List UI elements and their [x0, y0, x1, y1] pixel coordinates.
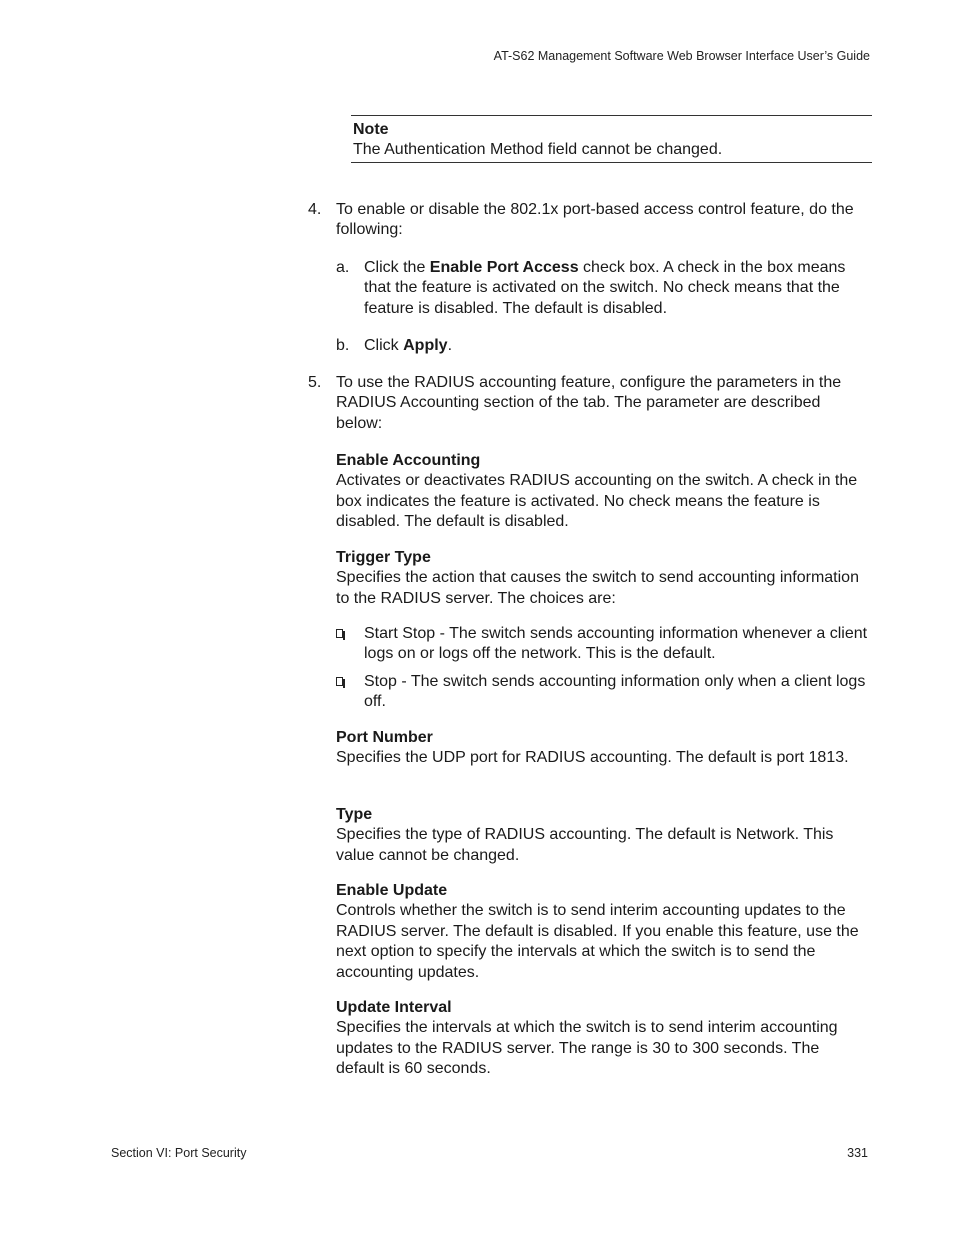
param-port-number — [336, 728, 870, 769]
param-description: Specifies the type of RADIUS accounting. The default is Network. This value cannot be changed. — [336, 826, 834, 864]
substep-text-post: . — [447, 337, 453, 354]
apply-label: Apply — [403, 337, 448, 354]
param-title: Update Interval — [336, 999, 452, 1016]
param-description: Specifies the action that causes the switch to send accounting information to the RADIUS server. The choices are: — [336, 569, 859, 607]
param-enable-update — [336, 881, 870, 983]
substep-text — [364, 258, 870, 319]
substep-letter: b. — [336, 337, 350, 354]
square-bullet-icon — [336, 677, 343, 686]
param-description: Activates or deactivates RADIUS accounting on the switch. A check in the box indicates the feature is activated. No check means the feature is disabled. The default is disabled. — [336, 472, 858, 531]
param-enable-accounting — [336, 451, 870, 533]
substep-text-pre: Click the — [364, 259, 430, 276]
param-description: Controls whether the switch is to send interim accounting updates to the RADIUS server. The default is disabled. If you enable this feature, use the next option to specify the intervals at which the switch is to send the accounting updates. — [336, 902, 859, 981]
note-label: Note — [353, 121, 389, 138]
param-description: Specifies the intervals at which the switch is to send interim accounting updates to the RADIUS server. The range is 30 to 300 seconds. The default is 60 seconds. — [336, 1019, 838, 1078]
square-bullet-icon — [336, 629, 343, 638]
step-number: 4. — [308, 201, 322, 218]
param-title: Enable Update — [336, 882, 448, 899]
enable-port-access-label: Enable Port Access — [429, 259, 579, 276]
note-box — [351, 115, 872, 163]
param-description: Specifies the UDP port for RADIUS accounting. The default is port 1813. — [336, 749, 849, 767]
param-title: Trigger Type — [336, 549, 431, 566]
step-text: To use the RADIUS accounting feature, configure the parameters in the RADIUS Accounting section of the tab. The parameter are described below: — [336, 374, 842, 432]
substep-text-pre: Click — [364, 337, 404, 354]
bullet-text: Stop - The switch sends accounting information only when a client logs off. — [364, 673, 866, 711]
param-title: Type — [336, 806, 373, 823]
step-number: 5. — [308, 374, 322, 391]
param-title: Port Number — [336, 729, 433, 746]
param-title: Enable Accounting — [336, 452, 481, 469]
page-number: 331 — [847, 1146, 868, 1160]
param-type — [336, 805, 870, 866]
bullet-text: Start Stop - The switch sends accounting information whenever a client logs on or logs off the network. This is the default. — [364, 625, 868, 663]
step-text: To enable or disable the 802.1x port-based access control feature, do the following: — [336, 201, 854, 239]
footer-section: Section VI: Port Security — [111, 1146, 247, 1160]
running-header: AT-S62 Management Software Web Browser Interface User’s Guide — [493, 49, 870, 63]
substep-letter: a. — [336, 259, 350, 276]
param-update-interval — [336, 998, 870, 1080]
substep-text-post: check box. A check in the box means that the feature is activated on the switch. No check means that the feature is disabled. The default is disabled. — [364, 259, 846, 317]
param-trigger-type — [336, 548, 870, 609]
substep-text — [364, 336, 870, 356]
note-text: The Authentication Method field cannot be changed. — [353, 141, 723, 158]
